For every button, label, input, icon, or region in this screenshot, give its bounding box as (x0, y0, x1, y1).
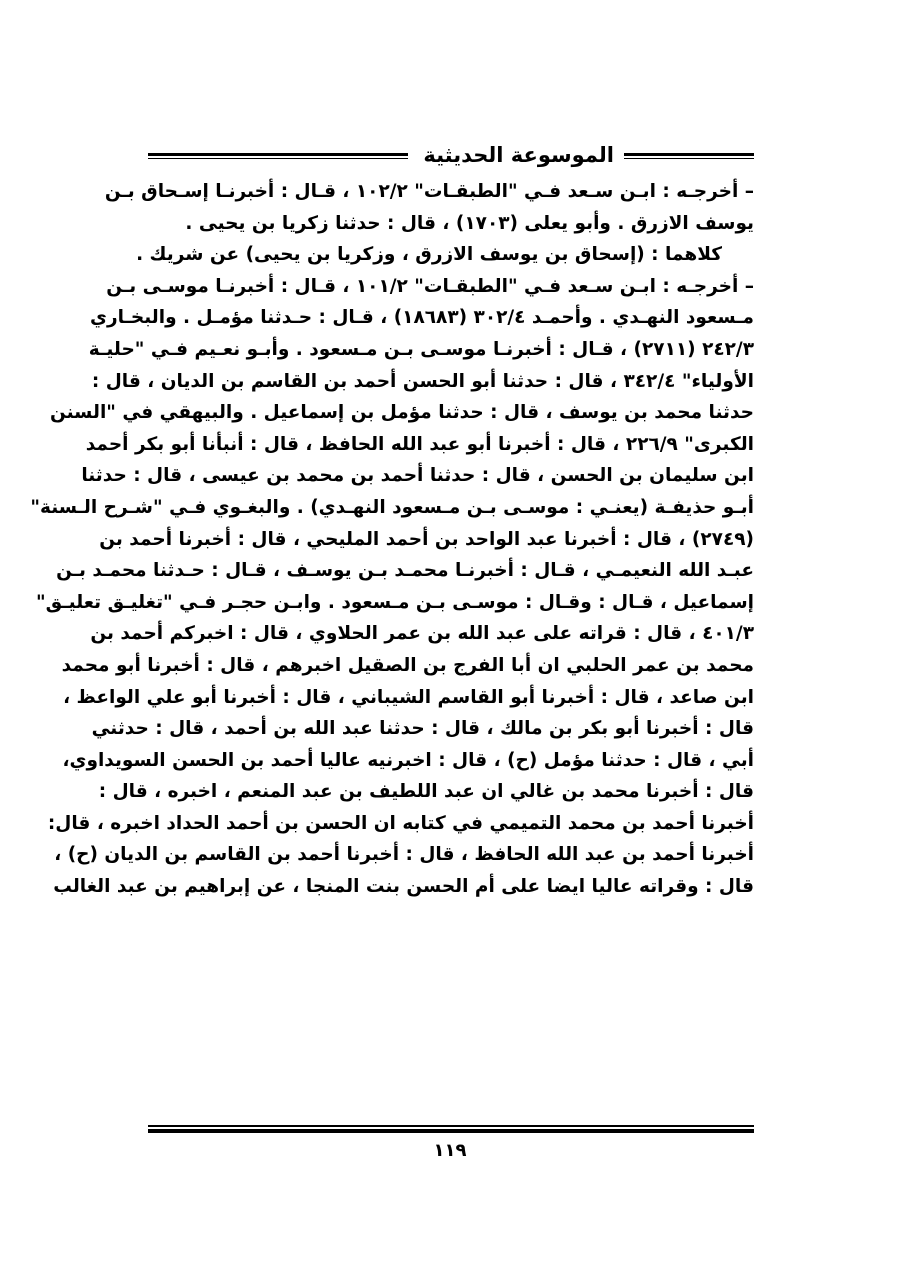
text-line: الأولياء" ٣٤٢/٤ ، قال : حدثنا أبو الحسن أحمد بن القاسم بن الديان ، قال : (91, 370, 754, 392)
text-line: إسماعيل ، قـال : وقـال : موسـى بـن مـسعود . وابـن حجـر فـي "تغليـق تعليـق" (36, 591, 754, 613)
body-text (30, 176, 754, 903)
text-line: ابن صاعد ، قال : أخبرنا أبو القاسم الشيباني ، قال : أخبرنا أبو علي الواعظ ، (63, 686, 754, 708)
text-line: الكبرى" ٢٢٦/٩ ، قال : أخبرنا أبو عبد الله الحافظ ، قال : أنبأنا أبو بكر أحمد (85, 433, 754, 455)
text-line: أبـو حذيفـة (يعنـي : موسـى بـن مـسعود النهـدي) . والبغـوي فـي "شـرح الـسنة" (30, 496, 754, 518)
text-line: (٢٧٤٩) ، قال : أخبرنا عبد الواحد بن أحمد المليحي ، قال : أخبرنا أحمد بن (99, 528, 754, 550)
text-line: ابن سليمان بن الحسن ، قال : حدثنا أحمد بن محمد بن عيسى ، قال : حدثنا (81, 465, 754, 487)
text-line: قال : أخبرنا محمد بن غالي ان عبد اللطيف بن عبد المنعم ، اخبره ، قال : (98, 781, 754, 803)
running-header-title: الموسوعة الحديثية (423, 143, 614, 167)
text-line: – أخرجـه : ابـن سـعد فـي "الطبقـات" ١٠١/٢ ، قـال : أخبرنـا موسـى بـن (106, 275, 754, 297)
text-line: كلاهما : (إسحاق بن يوسف الازرق ، وزكريا بن يحيى) عن شريك . (136, 244, 722, 266)
text-line: أخبرنا أحمد بن محمد التميمي في كتابه ان الحسن بن أحمد الحداد اخبره ، قال: (47, 812, 754, 834)
text-line: أخبرنا أحمد بن عبد الله الحافظ ، قال : أخبرنا أحمد بن القاسم بن الديان (ح) ، (54, 844, 754, 866)
running-header (148, 140, 754, 174)
text-line: قال : وقراته عاليا ايضا على أم الحسن بنت المنجا ، عن إبراهيم بن عبد الغالب (53, 876, 754, 898)
header-rule-left (148, 153, 408, 159)
text-line: مـسعود النهـدي . وأحمـد ٣٠٢/٤ (١٨٦٨٣) ، قـال : حـدثنا مؤمـل . والبخـاري (90, 307, 754, 329)
header-rule-right (624, 153, 754, 159)
text-line: محمد بن عمر الحلبي ان أبا الفرج بن الصقيل اخبرهم ، قال : أخبرنا أبو محمد (61, 654, 754, 676)
text-line: حدثنا محمد بن يوسف ، قال : حدثنا مؤمل بن إسماعيل . والبيهقي في "السنن (49, 402, 754, 424)
text-line: أبي ، قال : حدثنا مؤمل (ح) ، قال : اخبرنيه عاليا أحمد بن الحسن السويداوي، (62, 749, 754, 771)
text-line: قال : أخبرنا أبو بكر بن مالك ، قال : حدثنا عبد الله بن أحمد ، قال : حدثني (91, 718, 754, 740)
footer-rule (148, 1125, 754, 1133)
text-line: – أخرجـه : ابـن سـعد فـي "الطبقـات" ١٠٢/٢ ، قـال : أخبرنـا إسـحاق بـن (104, 181, 754, 202)
text-line: ٢٤٢/٣ (٢٧١١) ، قـال : أخبرنـا موسـى بـن مـسعود . وأبـو نعـيم فـي "حليـة (88, 338, 754, 360)
text-line: عبـد الله النعيمـي ، قـال : أخبرنـا محمـد بـن يوسـف ، قـال : حـدثنا محمـد بـن (56, 560, 754, 582)
text-line: يوسف الازرق . وأبو يعلى (١٧٠٣) ، قال : حدثنا زكريا بن يحيى . (185, 212, 754, 234)
text-line: ٤٠١/٣ ، قال : قراته على عبد الله بن عمر الحلاوي ، قال : اخبركم أحمد بن (90, 623, 754, 645)
page-number: ١١٩ (433, 1140, 467, 1161)
